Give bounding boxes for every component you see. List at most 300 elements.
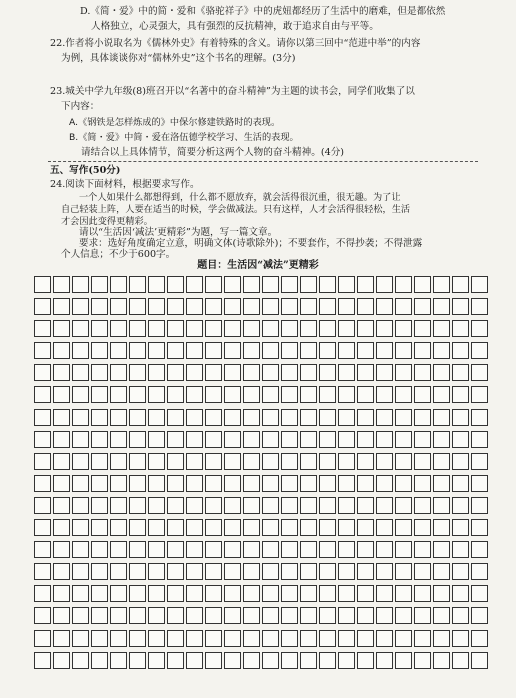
- writing-cell[interactable]: [319, 409, 336, 426]
- writing-cell[interactable]: [34, 320, 51, 337]
- writing-cell[interactable]: [224, 386, 241, 403]
- writing-cell[interactable]: [167, 607, 184, 624]
- writing-cell[interactable]: [357, 342, 374, 359]
- writing-cell[interactable]: [167, 652, 184, 669]
- writing-cell[interactable]: [300, 541, 317, 558]
- writing-cell[interactable]: [167, 276, 184, 293]
- writing-cell[interactable]: [433, 652, 450, 669]
- writing-cell[interactable]: [110, 497, 127, 514]
- writing-cell[interactable]: [224, 453, 241, 470]
- writing-cell[interactable]: [205, 630, 222, 647]
- writing-cell[interactable]: [91, 453, 108, 470]
- writing-cell[interactable]: [53, 298, 70, 315]
- writing-cell[interactable]: [129, 431, 146, 448]
- writing-cell[interactable]: [281, 652, 298, 669]
- writing-cell[interactable]: [319, 320, 336, 337]
- writing-cell[interactable]: [53, 607, 70, 624]
- writing-cell[interactable]: [357, 453, 374, 470]
- writing-cell[interactable]: [281, 563, 298, 580]
- writing-cell[interactable]: [186, 652, 203, 669]
- writing-cell[interactable]: [376, 585, 393, 602]
- writing-cell[interactable]: [186, 585, 203, 602]
- writing-cell[interactable]: [72, 652, 89, 669]
- writing-cell[interactable]: [53, 431, 70, 448]
- writing-cell[interactable]: [319, 519, 336, 536]
- writing-cell[interactable]: [72, 386, 89, 403]
- writing-cell[interactable]: [376, 342, 393, 359]
- writing-cell[interactable]: [53, 320, 70, 337]
- writing-cell[interactable]: [72, 320, 89, 337]
- writing-cell[interactable]: [338, 497, 355, 514]
- writing-cell[interactable]: [338, 276, 355, 293]
- writing-cell[interactable]: [110, 364, 127, 381]
- writing-cell[interactable]: [186, 630, 203, 647]
- writing-cell[interactable]: [395, 364, 412, 381]
- writing-cell[interactable]: [300, 453, 317, 470]
- writing-cell[interactable]: [471, 386, 488, 403]
- writing-cell[interactable]: [91, 519, 108, 536]
- writing-cell[interactable]: [129, 563, 146, 580]
- writing-cell[interactable]: [167, 298, 184, 315]
- writing-cell[interactable]: [300, 497, 317, 514]
- writing-cell[interactable]: [148, 519, 165, 536]
- writing-cell[interactable]: [281, 320, 298, 337]
- writing-cell[interactable]: [414, 453, 431, 470]
- writing-cell[interactable]: [167, 364, 184, 381]
- writing-cell[interactable]: [452, 519, 469, 536]
- writing-cell[interactable]: [167, 453, 184, 470]
- writing-cell[interactable]: [167, 541, 184, 558]
- writing-cell[interactable]: [281, 585, 298, 602]
- writing-cell[interactable]: [471, 431, 488, 448]
- writing-cell[interactable]: [91, 563, 108, 580]
- writing-cell[interactable]: [395, 541, 412, 558]
- writing-cell[interactable]: [243, 475, 260, 492]
- writing-cell[interactable]: [471, 320, 488, 337]
- writing-cell[interactable]: [243, 342, 260, 359]
- writing-cell[interactable]: [148, 607, 165, 624]
- writing-cell[interactable]: [186, 541, 203, 558]
- writing-cell[interactable]: [376, 453, 393, 470]
- writing-cell[interactable]: [148, 409, 165, 426]
- writing-cell[interactable]: [452, 497, 469, 514]
- writing-cell[interactable]: [243, 497, 260, 514]
- writing-cell[interactable]: [186, 386, 203, 403]
- writing-cell[interactable]: [452, 364, 469, 381]
- writing-cell[interactable]: [262, 298, 279, 315]
- writing-cell[interactable]: [471, 519, 488, 536]
- writing-cell[interactable]: [243, 563, 260, 580]
- writing-cell[interactable]: [243, 276, 260, 293]
- writing-cell[interactable]: [243, 585, 260, 602]
- writing-cell[interactable]: [148, 453, 165, 470]
- writing-cell[interactable]: [129, 652, 146, 669]
- writing-cell[interactable]: [129, 475, 146, 492]
- writing-cell[interactable]: [167, 497, 184, 514]
- writing-cell[interactable]: [53, 652, 70, 669]
- writing-cell[interactable]: [205, 652, 222, 669]
- writing-cell[interactable]: [148, 386, 165, 403]
- writing-cell[interactable]: [205, 475, 222, 492]
- writing-cell[interactable]: [376, 409, 393, 426]
- writing-cell[interactable]: [167, 585, 184, 602]
- writing-cell[interactable]: [205, 364, 222, 381]
- writing-cell[interactable]: [224, 541, 241, 558]
- writing-cell[interactable]: [34, 276, 51, 293]
- writing-cell[interactable]: [205, 431, 222, 448]
- writing-cell[interactable]: [414, 541, 431, 558]
- writing-cell[interactable]: [224, 342, 241, 359]
- writing-cell[interactable]: [148, 298, 165, 315]
- writing-cell[interactable]: [72, 475, 89, 492]
- writing-cell[interactable]: [224, 276, 241, 293]
- writing-cell[interactable]: [395, 276, 412, 293]
- writing-cell[interactable]: [357, 652, 374, 669]
- writing-cell[interactable]: [34, 607, 51, 624]
- writing-cell[interactable]: [319, 541, 336, 558]
- writing-cell[interactable]: [300, 652, 317, 669]
- writing-cell[interactable]: [414, 475, 431, 492]
- writing-cell[interactable]: [110, 386, 127, 403]
- writing-cell[interactable]: [205, 541, 222, 558]
- writing-cell[interactable]: [167, 409, 184, 426]
- writing-cell[interactable]: [300, 320, 317, 337]
- writing-cell[interactable]: [72, 607, 89, 624]
- writing-cell[interactable]: [262, 453, 279, 470]
- writing-cell[interactable]: [357, 364, 374, 381]
- writing-cell[interactable]: [129, 519, 146, 536]
- writing-cell[interactable]: [395, 585, 412, 602]
- writing-cell[interactable]: [243, 320, 260, 337]
- writing-cell[interactable]: [433, 585, 450, 602]
- writing-cell[interactable]: [91, 497, 108, 514]
- writing-cell[interactable]: [110, 431, 127, 448]
- writing-cell[interactable]: [110, 630, 127, 647]
- writing-cell[interactable]: [110, 453, 127, 470]
- writing-cell[interactable]: [148, 585, 165, 602]
- writing-cell[interactable]: [471, 409, 488, 426]
- writing-cell[interactable]: [110, 519, 127, 536]
- writing-cell[interactable]: [262, 320, 279, 337]
- writing-cell[interactable]: [414, 607, 431, 624]
- writing-cell[interactable]: [300, 607, 317, 624]
- writing-cell[interactable]: [300, 585, 317, 602]
- writing-cell[interactable]: [262, 607, 279, 624]
- writing-cell[interactable]: [281, 475, 298, 492]
- writing-cell[interactable]: [205, 342, 222, 359]
- writing-cell[interactable]: [243, 541, 260, 558]
- writing-cell[interactable]: [395, 497, 412, 514]
- writing-cell[interactable]: [129, 276, 146, 293]
- writing-cell[interactable]: [376, 298, 393, 315]
- writing-cell[interactable]: [433, 630, 450, 647]
- writing-cell[interactable]: [224, 298, 241, 315]
- writing-cell[interactable]: [414, 519, 431, 536]
- writing-cell[interactable]: [452, 342, 469, 359]
- writing-cell[interactable]: [357, 320, 374, 337]
- writing-cell[interactable]: [300, 409, 317, 426]
- writing-cell[interactable]: [53, 409, 70, 426]
- writing-cell[interactable]: [471, 276, 488, 293]
- writing-cell[interactable]: [433, 320, 450, 337]
- writing-cell[interactable]: [110, 320, 127, 337]
- writing-cell[interactable]: [72, 364, 89, 381]
- writing-cell[interactable]: [262, 364, 279, 381]
- writing-cell[interactable]: [395, 563, 412, 580]
- writing-cell[interactable]: [338, 386, 355, 403]
- writing-cell[interactable]: [281, 276, 298, 293]
- writing-cell[interactable]: [53, 453, 70, 470]
- writing-cell[interactable]: [53, 497, 70, 514]
- writing-cell[interactable]: [91, 475, 108, 492]
- writing-cell[interactable]: [452, 386, 469, 403]
- writing-cell[interactable]: [243, 386, 260, 403]
- writing-cell[interactable]: [91, 541, 108, 558]
- writing-cell[interactable]: [433, 386, 450, 403]
- writing-cell[interactable]: [395, 431, 412, 448]
- writing-cell[interactable]: [224, 431, 241, 448]
- writing-cell[interactable]: [167, 320, 184, 337]
- writing-cell[interactable]: [91, 276, 108, 293]
- writing-cell[interactable]: [129, 585, 146, 602]
- writing-cell[interactable]: [300, 563, 317, 580]
- writing-cell[interactable]: [338, 364, 355, 381]
- writing-cell[interactable]: [110, 541, 127, 558]
- writing-cell[interactable]: [281, 630, 298, 647]
- writing-cell[interactable]: [72, 541, 89, 558]
- writing-cell[interactable]: [110, 298, 127, 315]
- writing-cell[interactable]: [319, 475, 336, 492]
- writing-cell[interactable]: [433, 298, 450, 315]
- writing-cell[interactable]: [300, 519, 317, 536]
- writing-cell[interactable]: [262, 409, 279, 426]
- writing-cell[interactable]: [357, 585, 374, 602]
- writing-cell[interactable]: [357, 630, 374, 647]
- writing-cell[interactable]: [72, 585, 89, 602]
- writing-cell[interactable]: [34, 563, 51, 580]
- writing-cell[interactable]: [395, 519, 412, 536]
- writing-cell[interactable]: [129, 607, 146, 624]
- writing-cell[interactable]: [148, 563, 165, 580]
- writing-cell[interactable]: [281, 431, 298, 448]
- writing-cell[interactable]: [471, 342, 488, 359]
- writing-cell[interactable]: [414, 630, 431, 647]
- writing-cell[interactable]: [395, 386, 412, 403]
- writing-cell[interactable]: [262, 276, 279, 293]
- writing-cell[interactable]: [471, 652, 488, 669]
- writing-cell[interactable]: [167, 386, 184, 403]
- writing-cell[interactable]: [395, 453, 412, 470]
- writing-cell[interactable]: [395, 652, 412, 669]
- writing-cell[interactable]: [376, 652, 393, 669]
- writing-cell[interactable]: [224, 364, 241, 381]
- writing-cell[interactable]: [262, 652, 279, 669]
- writing-cell[interactable]: [452, 607, 469, 624]
- writing-cell[interactable]: [357, 563, 374, 580]
- writing-cell[interactable]: [186, 497, 203, 514]
- writing-cell[interactable]: [53, 386, 70, 403]
- writing-cell[interactable]: [414, 431, 431, 448]
- writing-cell[interactable]: [91, 607, 108, 624]
- writing-cell[interactable]: [319, 342, 336, 359]
- writing-cell[interactable]: [34, 519, 51, 536]
- writing-cell[interactable]: [186, 276, 203, 293]
- writing-cell[interactable]: [357, 497, 374, 514]
- writing-cell[interactable]: [34, 541, 51, 558]
- writing-cell[interactable]: [471, 630, 488, 647]
- writing-cell[interactable]: [262, 563, 279, 580]
- writing-cell[interactable]: [452, 541, 469, 558]
- writing-cell[interactable]: [300, 630, 317, 647]
- writing-cell[interactable]: [281, 364, 298, 381]
- writing-cell[interactable]: [53, 585, 70, 602]
- writing-cell[interactable]: [224, 497, 241, 514]
- writing-cell[interactable]: [129, 298, 146, 315]
- writing-cell[interactable]: [72, 298, 89, 315]
- writing-cell[interactable]: [357, 519, 374, 536]
- writing-cell[interactable]: [414, 563, 431, 580]
- writing-cell[interactable]: [205, 453, 222, 470]
- writing-cell[interactable]: [414, 320, 431, 337]
- writing-cell[interactable]: [110, 607, 127, 624]
- writing-cell[interactable]: [414, 276, 431, 293]
- writing-cell[interactable]: [129, 320, 146, 337]
- writing-cell[interactable]: [376, 497, 393, 514]
- writing-cell[interactable]: [224, 563, 241, 580]
- writing-cell[interactable]: [452, 453, 469, 470]
- writing-cell[interactable]: [319, 453, 336, 470]
- writing-cell[interactable]: [53, 630, 70, 647]
- writing-cell[interactable]: [186, 364, 203, 381]
- writing-cell[interactable]: [281, 453, 298, 470]
- writing-cell[interactable]: [338, 298, 355, 315]
- writing-cell[interactable]: [452, 630, 469, 647]
- writing-cell[interactable]: [91, 585, 108, 602]
- writing-cell[interactable]: [148, 364, 165, 381]
- writing-cell[interactable]: [186, 453, 203, 470]
- writing-cell[interactable]: [129, 630, 146, 647]
- writing-cell[interactable]: [338, 519, 355, 536]
- writing-cell[interactable]: [53, 563, 70, 580]
- writing-cell[interactable]: [319, 386, 336, 403]
- writing-cell[interactable]: [376, 607, 393, 624]
- writing-cell[interactable]: [319, 497, 336, 514]
- writing-cell[interactable]: [281, 298, 298, 315]
- writing-cell[interactable]: [72, 431, 89, 448]
- writing-cell[interactable]: [281, 386, 298, 403]
- writing-cell[interactable]: [262, 519, 279, 536]
- writing-cell[interactable]: [414, 386, 431, 403]
- writing-cell[interactable]: [357, 386, 374, 403]
- writing-cell[interactable]: [395, 607, 412, 624]
- writing-cell[interactable]: [53, 342, 70, 359]
- writing-cell[interactable]: [433, 342, 450, 359]
- writing-cell[interactable]: [224, 652, 241, 669]
- writing-cell[interactable]: [338, 342, 355, 359]
- writing-cell[interactable]: [205, 519, 222, 536]
- writing-cell[interactable]: [34, 585, 51, 602]
- writing-cell[interactable]: [34, 475, 51, 492]
- writing-cell[interactable]: [91, 320, 108, 337]
- writing-cell[interactable]: [433, 541, 450, 558]
- writing-cell[interactable]: [53, 519, 70, 536]
- writing-cell[interactable]: [243, 431, 260, 448]
- writing-cell[interactable]: [357, 607, 374, 624]
- writing-cell[interactable]: [129, 453, 146, 470]
- writing-cell[interactable]: [167, 563, 184, 580]
- writing-cell[interactable]: [452, 320, 469, 337]
- writing-cell[interactable]: [262, 386, 279, 403]
- writing-cell[interactable]: [357, 431, 374, 448]
- writing-cell[interactable]: [452, 409, 469, 426]
- writing-cell[interactable]: [72, 276, 89, 293]
- writing-cell[interactable]: [186, 563, 203, 580]
- writing-cell[interactable]: [433, 519, 450, 536]
- writing-cell[interactable]: [167, 431, 184, 448]
- writing-cell[interactable]: [243, 453, 260, 470]
- writing-cell[interactable]: [452, 563, 469, 580]
- writing-cell[interactable]: [395, 630, 412, 647]
- writing-cell[interactable]: [471, 497, 488, 514]
- writing-cell[interactable]: [452, 431, 469, 448]
- writing-cell[interactable]: [338, 630, 355, 647]
- writing-cell[interactable]: [53, 475, 70, 492]
- writing-cell[interactable]: [319, 298, 336, 315]
- writing-cell[interactable]: [357, 298, 374, 315]
- writing-cell[interactable]: [319, 276, 336, 293]
- writing-cell[interactable]: [376, 386, 393, 403]
- writing-cell[interactable]: [338, 320, 355, 337]
- writing-cell[interactable]: [357, 475, 374, 492]
- writing-cell[interactable]: [300, 276, 317, 293]
- writing-cell[interactable]: [205, 298, 222, 315]
- writing-cell[interactable]: [338, 585, 355, 602]
- writing-cell[interactable]: [300, 298, 317, 315]
- writing-cell[interactable]: [186, 607, 203, 624]
- writing-cell[interactable]: [319, 585, 336, 602]
- writing-cell[interactable]: [148, 541, 165, 558]
- writing-cell[interactable]: [34, 630, 51, 647]
- writing-cell[interactable]: [376, 630, 393, 647]
- writing-cell[interactable]: [224, 409, 241, 426]
- writing-cell[interactable]: [91, 630, 108, 647]
- writing-cell[interactable]: [357, 276, 374, 293]
- writing-cell[interactable]: [110, 342, 127, 359]
- writing-cell[interactable]: [205, 409, 222, 426]
- writing-cell[interactable]: [414, 342, 431, 359]
- writing-cell[interactable]: [167, 342, 184, 359]
- writing-cell[interactable]: [243, 519, 260, 536]
- writing-cell[interactable]: [72, 519, 89, 536]
- writing-cell[interactable]: [471, 364, 488, 381]
- writing-cell[interactable]: [243, 607, 260, 624]
- writing-cell[interactable]: [262, 475, 279, 492]
- writing-cell[interactable]: [243, 652, 260, 669]
- writing-cell[interactable]: [243, 409, 260, 426]
- writing-cell[interactable]: [376, 519, 393, 536]
- writing-cell[interactable]: [205, 276, 222, 293]
- writing-cell[interactable]: [34, 364, 51, 381]
- writing-cell[interactable]: [414, 409, 431, 426]
- writing-cell[interactable]: [110, 652, 127, 669]
- writing-cell[interactable]: [376, 431, 393, 448]
- writing-cell[interactable]: [186, 298, 203, 315]
- writing-cell[interactable]: [34, 409, 51, 426]
- writing-cell[interactable]: [319, 563, 336, 580]
- writing-cell[interactable]: [129, 541, 146, 558]
- writing-cell[interactable]: [262, 342, 279, 359]
- writing-cell[interactable]: [129, 364, 146, 381]
